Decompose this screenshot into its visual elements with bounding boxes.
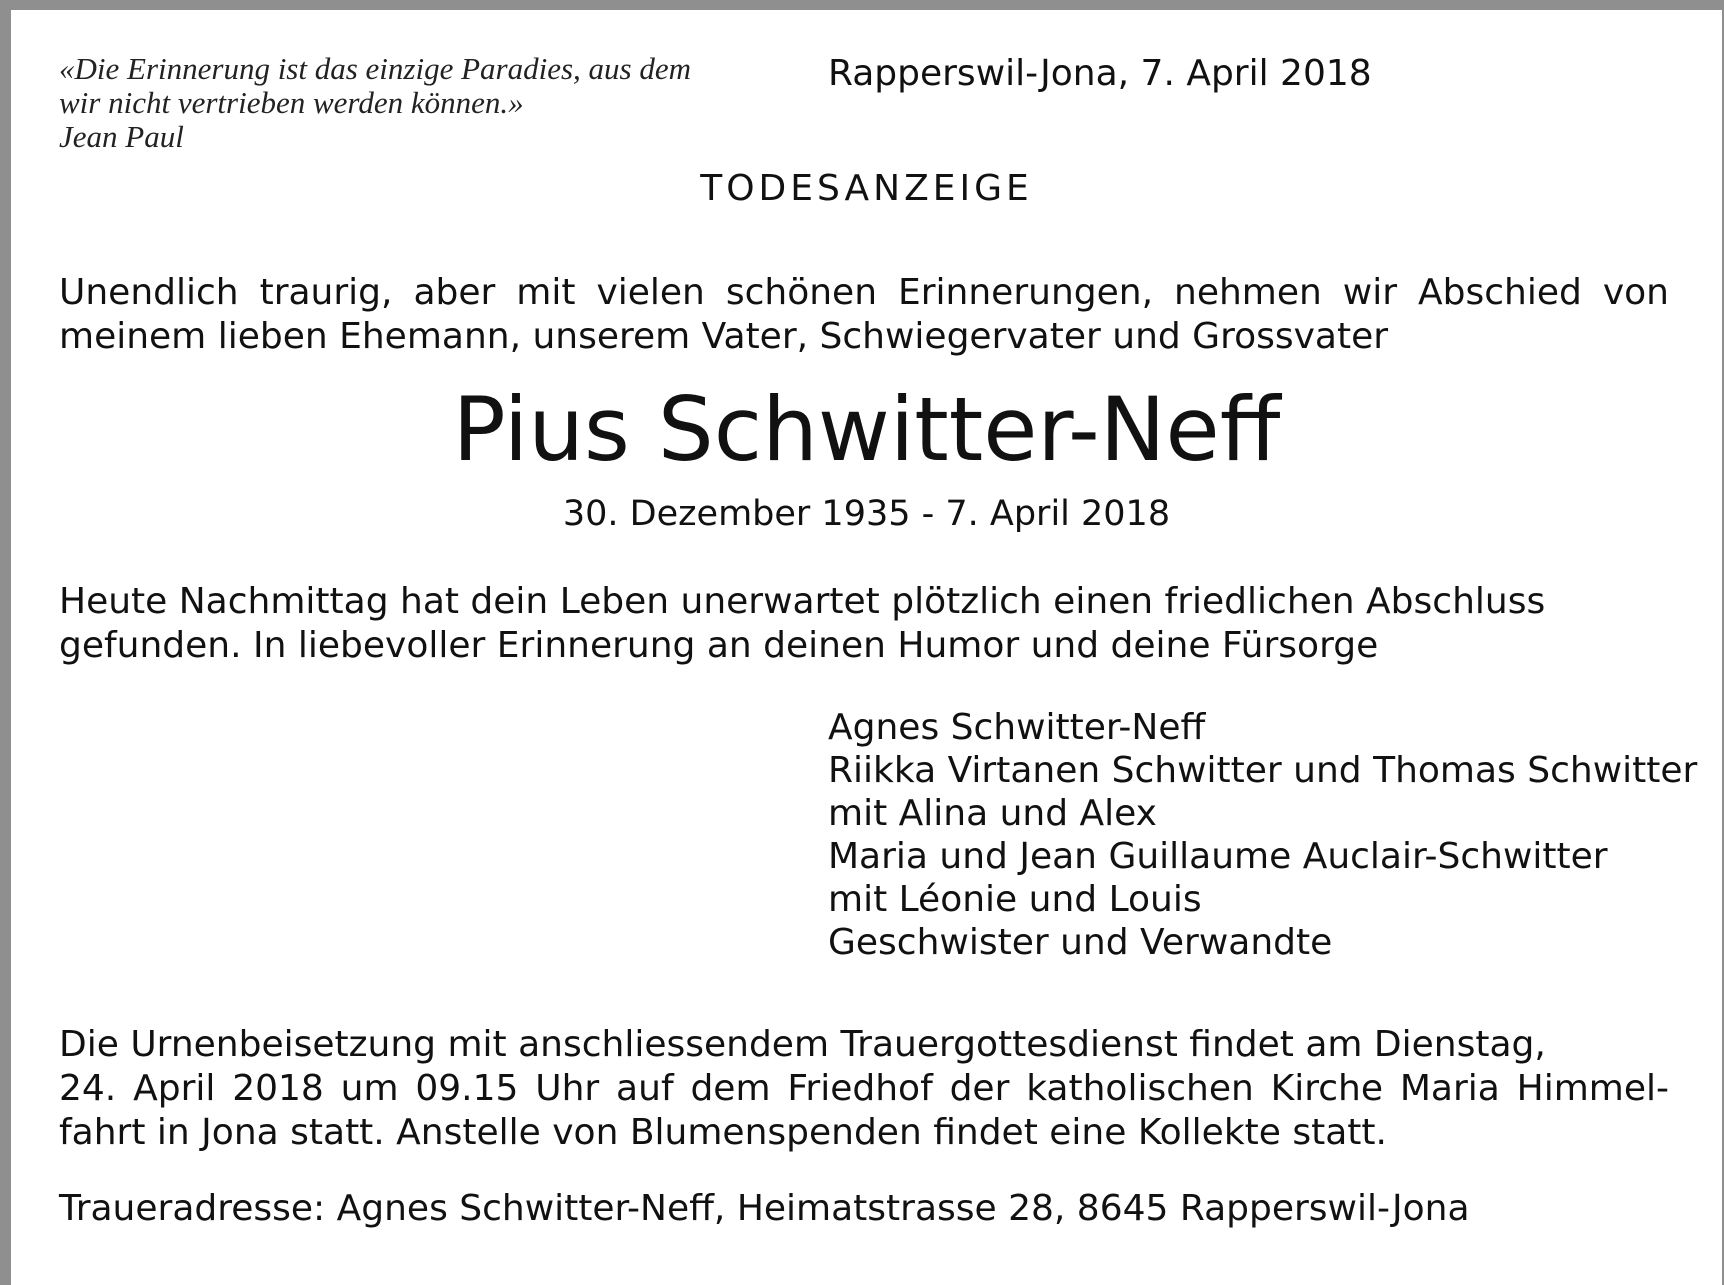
mourner-item: Agnes Schwitter-Neff [828,707,1206,748]
mourner-item: Maria und Jean Guillaume Auclair-Schwitter [828,836,1608,877]
ceremony-paragraph [59,1023,1669,1155]
remembrance-line: gefunden. In liebevoller Erinnerung an deinen Humor und deine Fürsorge [59,625,1379,666]
place-date: Rapperswil-Jona, 7. April 2018 [828,53,1372,94]
intro-line: meinem lieben Ehemann, unserem Vater, Schwiegervater und Grossvater [59,316,1389,357]
quote-line: wir nicht vertrieben werden können.» [59,85,524,120]
obituary-page [11,10,1722,1285]
mourner-item: mit Léonie und Louis [828,879,1202,920]
intro-line: Unendlich traurig, aber mit vielen schönen Erinnerungen, nehmen wir Abschied von [59,272,1669,313]
ceremony-line: fahrt in Jona statt. Anstelle von Blumenspenden findet eine Kollekte statt. [59,1112,1387,1153]
life-dates: 30. Dezember 1935 - 7. April 2018 [562,494,1171,534]
intro-paragraph [59,271,1669,359]
remembrance-paragraph [59,580,1669,668]
ceremony-line: 24. April 2018 um 09.15 Uhr auf dem Friedhof der katholischen Kirche Maria Himmel- [59,1068,1669,1109]
deceased-name: Pius Schwitter-Neff [452,378,1281,481]
quote-line: «Die Erinnerung ist das einzige Paradies, aus dem [59,51,692,86]
quote-block [59,52,759,154]
mourner-item: Riikka Virtanen Schwitter und Thomas Schwitter [828,750,1698,791]
mourning-address: Traueradresse: Agnes Schwitter-Neff, Heimatstrasse 28, 8645 Rapperswil-Jona [59,1188,1470,1229]
mourner-item: Geschwister und Verwandte [828,922,1333,963]
remembrance-line: Heute Nachmittag hat dein Leben unerwartet plötzlich einen friedlichen Abschluss [59,581,1546,622]
mourners-list [828,706,1697,964]
quote-author: Jean Paul [59,119,184,154]
page-title: TODESANZEIGE [700,168,1033,209]
ceremony-line: Die Urnenbeisetzung mit anschliessendem Trauergottesdienst findet am Dienstag, [59,1024,1546,1065]
mourner-item: mit Alina und Alex [828,793,1157,834]
